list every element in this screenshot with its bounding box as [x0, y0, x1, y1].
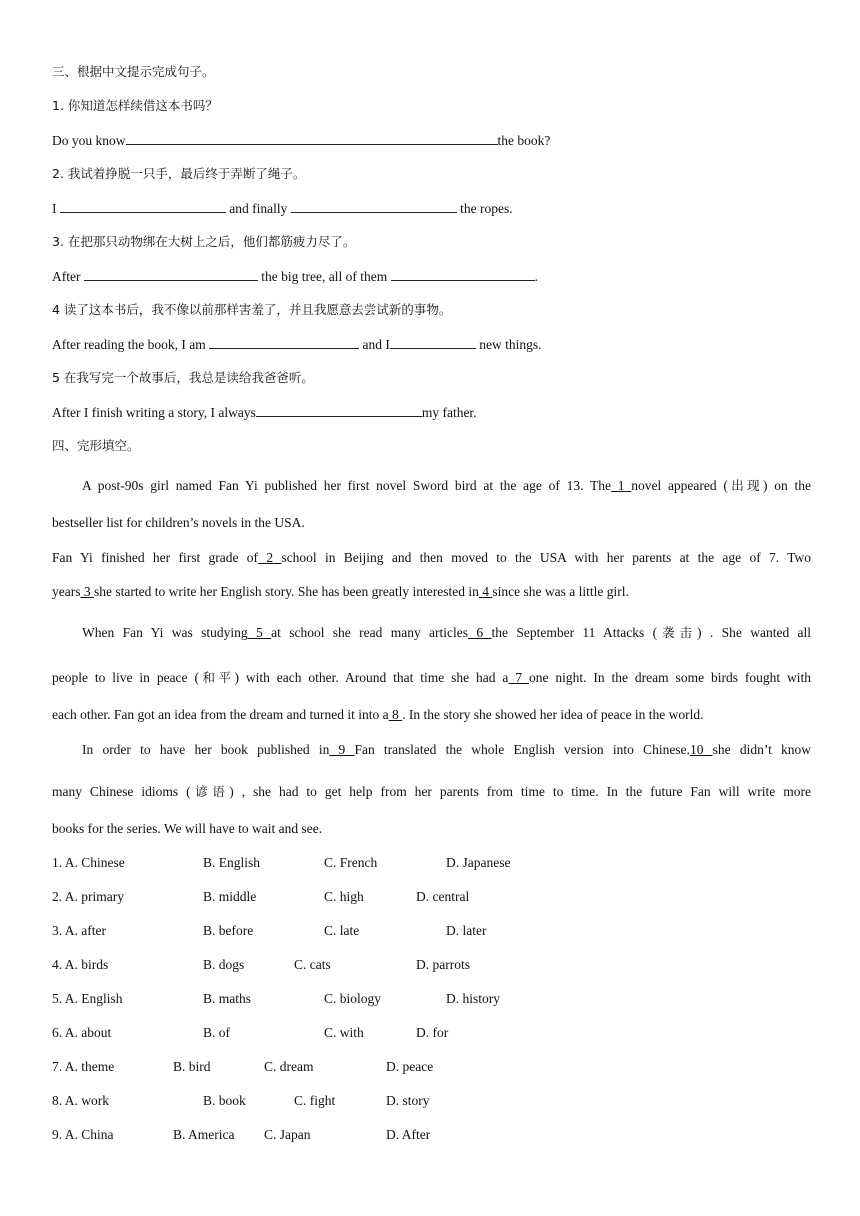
blank-number: 5 [256, 625, 263, 640]
option-c[interactable]: C. dream [264, 1059, 314, 1074]
passage-paragraph-1-line-2: bestseller list for children’s novels in the USA. [52, 515, 305, 530]
answer-blank[interactable] [256, 402, 422, 417]
blank-number: 9 [338, 742, 346, 757]
option-b[interactable]: B. English [203, 855, 261, 870]
option-d[interactable]: D. history [446, 991, 500, 1006]
option-d[interactable]: D. Japanese [446, 855, 511, 870]
option-d[interactable]: D. parrots [416, 957, 470, 972]
answer-blank[interactable] [391, 266, 535, 281]
passage-paragraph-1-line-1: A post-90s girl named Fan Yi published her first novel Sword bird at the age of 13. The 1 novel appeared (出现) on the [82, 478, 811, 493]
option-c[interactable]: C. with [324, 1025, 364, 1040]
question-3-chinese: 3. 在把那只动物绑在大树上之后，他们都筋疲力尽了。 [52, 234, 356, 249]
option-c[interactable]: C. late [324, 923, 360, 938]
question-5-chinese: 5 在我写完一个故事后，我总是读给我爸爸听。 [52, 370, 314, 385]
option-b[interactable]: B. before [203, 923, 254, 938]
option-a[interactable]: 3. A. after [52, 923, 106, 938]
option-c[interactable]: C. Japan [264, 1127, 311, 1142]
option-b[interactable]: B. maths [203, 991, 252, 1006]
question-4-chinese: 4 读了这本书后，我不像以前那样害羞了，并且我愿意去尝试新的事物。 [52, 302, 452, 317]
option-d[interactable]: D. peace [386, 1059, 434, 1074]
option-b[interactable]: B. dogs [203, 957, 245, 972]
option-b[interactable]: B. bird [173, 1059, 211, 1074]
option-a[interactable]: 8. A. work [52, 1093, 109, 1108]
option-a[interactable]: 2. A. primary [52, 889, 124, 904]
option-a[interactable]: 9. A. China [52, 1127, 114, 1142]
answer-blank[interactable] [126, 130, 498, 145]
option-c[interactable]: C. high [324, 889, 364, 904]
passage-paragraph-3-line-1: When Fan Yi was studying 5 at school she read many articles 6 the September 11 Attacks (袭击) . She wanted all [82, 625, 812, 640]
option-d[interactable]: D. central [416, 889, 470, 904]
blank-number: 8 [392, 707, 399, 722]
option-a[interactable]: 1. A. Chinese [52, 855, 125, 870]
option-a[interactable]: 6. A. about [52, 1025, 112, 1040]
option-c[interactable]: C. cats [294, 957, 331, 972]
answer-blank[interactable] [209, 334, 359, 349]
blank-number: 1 [617, 478, 625, 493]
answer-blank[interactable] [390, 334, 476, 349]
option-b[interactable]: B. book [203, 1093, 246, 1108]
option-b[interactable]: B. middle [203, 889, 257, 904]
option-d[interactable]: D. story [386, 1093, 430, 1108]
question-3-english: After the big tree, all of them . [52, 266, 538, 285]
option-d[interactable]: D. for [416, 1025, 449, 1040]
option-a[interactable]: 7. A. theme [52, 1059, 115, 1074]
passage-paragraph-3-line-3: each other. Fan got an idea from the dream and turned it into a 8 . In the story she showed her idea of peace in the world. [52, 707, 704, 722]
option-a[interactable]: 5. A. English [52, 991, 123, 1006]
passage-paragraph-2-line-2: years 3 she started to write her English story. She has been greatly interested in 4 since she was a little girl. [52, 584, 629, 599]
blank-number: 4 [482, 584, 490, 599]
passage-paragraph-2-line-1: Fan Yi finished her first grade of 2 school in Beijing and then moved to the USA with her parents at the age of 7. Two [52, 550, 812, 565]
option-d[interactable]: D. After [386, 1127, 431, 1142]
blank-number: 7 [515, 670, 523, 685]
blank-number: 10 [689, 742, 704, 757]
answer-blank[interactable] [60, 198, 226, 213]
passage-paragraph-4-line-2: many Chinese idioms (谚语) , she had to get help from her parents from time to time. In the future Fan will write more [52, 784, 811, 799]
section-4-heading: 四、完形填空。 [52, 438, 140, 453]
option-a[interactable]: 4. A. birds [52, 957, 109, 972]
option-b[interactable]: B. of [203, 1025, 230, 1040]
answer-blank[interactable] [84, 266, 258, 281]
option-b[interactable]: B. America [173, 1127, 235, 1142]
option-d[interactable]: D. later [446, 923, 487, 938]
option-c[interactable]: C. French [324, 855, 378, 870]
question-1-chinese: 1. 你知道怎样续借这本书吗？ [52, 98, 218, 113]
question-4-english: After reading the book, I am and I new things. [52, 334, 541, 353]
passage-paragraph-4-line-3: books for the series. We will have to wait and see. [52, 821, 323, 836]
question-2-english: I and finally the ropes. [52, 198, 513, 217]
blank-number: 6 [476, 625, 484, 640]
blank-number: 2 [266, 550, 274, 565]
section-3-heading: 三、根据中文提示完成句子。 [52, 64, 215, 79]
question-1-english: Do you know the book? [52, 130, 550, 149]
passage-paragraph-4-line-1: In order to have her book published in 9 Fan translated the whole English version into Chinese.10 she didn’t know [82, 742, 812, 757]
answer-blank[interactable] [291, 198, 457, 213]
question-5-english: After I finish writing a story, I always my father. [52, 402, 477, 421]
question-2-chinese: 2. 我试着挣脱一只手，最后终于弄断了绳子。 [52, 166, 306, 181]
blank-number: 3 [83, 584, 91, 599]
option-c[interactable]: C. biology [324, 991, 382, 1006]
passage-paragraph-3-line-2: people to live in peace (和平) with each other. Around that time she had a 7 one night. In the dream some birds fought with [52, 670, 811, 685]
option-c[interactable]: C. fight [294, 1093, 336, 1108]
